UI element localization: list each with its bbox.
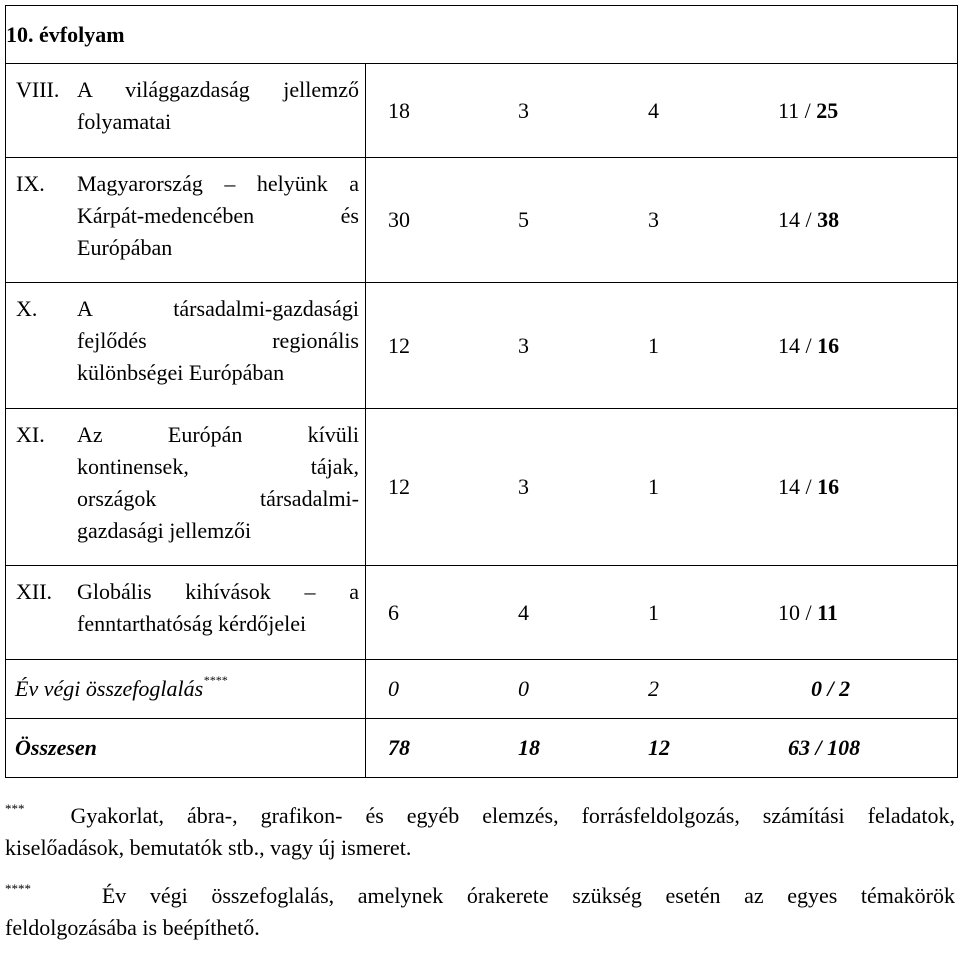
hours-review: 4 — [648, 97, 659, 123]
topic-hours — [366, 283, 958, 409]
hours-new: 30 — [388, 207, 410, 232]
hours-new: 12 — [388, 332, 410, 358]
topic-cell — [6, 283, 366, 409]
topic-title: A társadalmi-gazdasági fejlődés regionális különbségei Európában — [77, 296, 359, 385]
topic-title: Magyarország – helyünk a Kárpát-medencében és Európában — [77, 171, 359, 260]
topic-row — [6, 283, 958, 409]
hours-total: 14 / 16 — [778, 332, 840, 358]
hours-practice: 4 — [518, 599, 529, 625]
footnote-practice: *** Gyakorlat, ábra-, grafikon- és egyéb elemzés, forrásfeldolgozás, számítási feladatok, kiselőadások, bemutatók stb., vagy új ismeret. — [5, 801, 955, 860]
topic-number: XI. — [16, 422, 45, 447]
footnotes — [5, 800, 955, 944]
hours-new: 18 — [388, 97, 410, 123]
topic-hours — [366, 158, 958, 283]
curriculum-table — [5, 5, 958, 778]
topic-row — [6, 409, 958, 566]
topic-hours — [366, 409, 958, 566]
topic-title: Az Európán kívüli kontinensek, tájak, országok társadalmi- gazdasági jellemzői — [77, 422, 359, 543]
hours-total: 14 / 38 — [778, 207, 840, 232]
topic-cell — [6, 409, 366, 566]
hours-review: 1 — [648, 332, 659, 358]
topic-number: X. — [16, 296, 38, 321]
hours-review: 1 — [648, 474, 659, 499]
summary-values — [366, 660, 958, 719]
summary-n4: 0 / 2 — [811, 676, 851, 701]
total-row — [6, 719, 958, 778]
total-n3: 12 — [648, 735, 670, 760]
topic-hours — [366, 566, 958, 660]
hours-total: 11 / 25 — [778, 97, 839, 123]
hours-new: 12 — [388, 474, 410, 499]
hours-review: 3 — [648, 207, 659, 232]
topic-cell — [6, 158, 366, 283]
topic-title: Globális kihívások – a fenntarthatóság kérdőjelei — [77, 579, 359, 636]
grade-title: 10. évfolyam — [6, 6, 958, 64]
hours-total: 10 / 11 — [778, 599, 838, 625]
topic-number: XII. — [16, 579, 53, 604]
topic-row — [6, 566, 958, 660]
topic-row — [6, 64, 958, 158]
hours-new: 6 — [388, 599, 399, 625]
summary-row — [6, 660, 958, 719]
total-n2: 18 — [518, 735, 540, 760]
total-label: Összesen — [6, 719, 366, 778]
summary-n3: 2 — [648, 676, 659, 701]
hours-total: 14 / 16 — [778, 474, 840, 499]
total-n4: 63 / 108 — [788, 735, 861, 760]
hours-practice: 3 — [518, 97, 529, 123]
topic-cell — [6, 566, 366, 660]
summary-n1: 0 — [388, 676, 399, 701]
grade-header-row — [6, 6, 958, 64]
summary-label: Év végi összefoglalás**** — [6, 660, 366, 719]
topic-hours — [366, 64, 958, 158]
topic-row — [6, 158, 958, 283]
hours-practice: 5 — [518, 207, 529, 232]
hours-review: 1 — [648, 599, 659, 625]
total-n1: 78 — [388, 735, 410, 760]
topic-cell — [6, 64, 366, 158]
hours-practice: 3 — [518, 332, 529, 358]
topic-number: IX. — [16, 171, 45, 196]
hours-practice: 3 — [518, 474, 529, 499]
topic-title: A világgazdaság jellemző folyamatai — [77, 77, 359, 134]
topic-number: VIII. — [16, 77, 60, 102]
footnote-summary: **** Év végi összefoglalás, amelynek órakerete szükség esetén az egyes témakörök feldolgozásába is beépíthető. — [5, 881, 955, 940]
total-values — [366, 719, 958, 778]
summary-n2: 0 — [518, 676, 529, 701]
